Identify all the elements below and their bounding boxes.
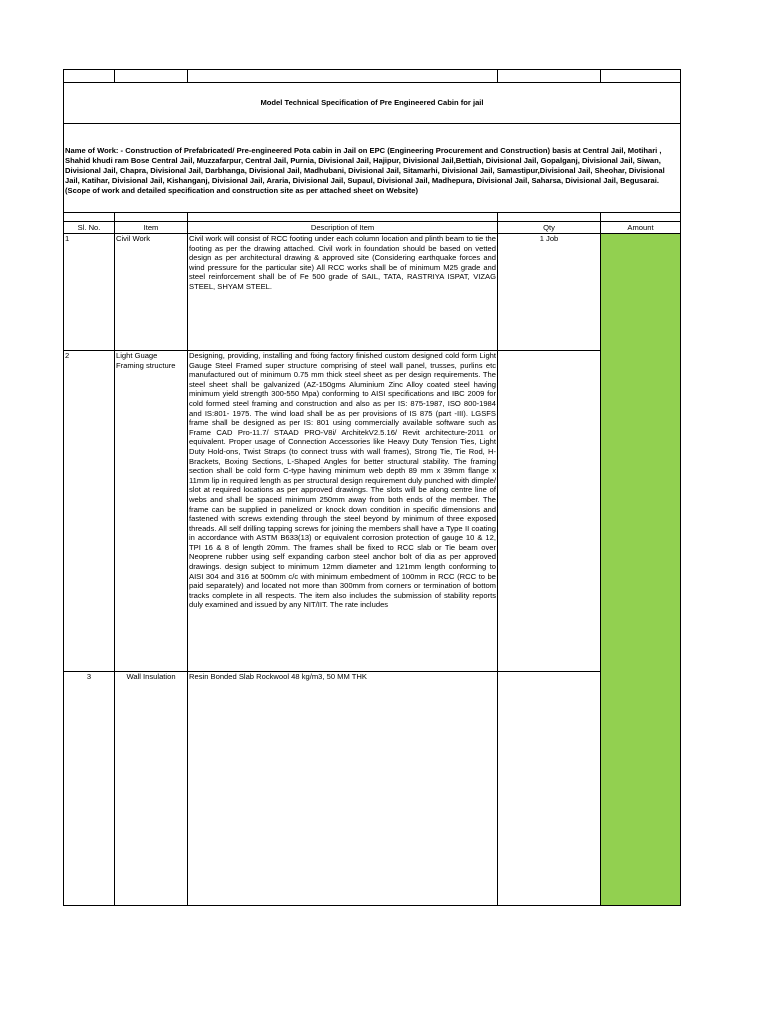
sl-no-cell[interactable]: 2 xyxy=(64,351,115,672)
qty-cell[interactable] xyxy=(498,672,601,906)
table-row xyxy=(64,351,681,672)
qty-cell[interactable] xyxy=(498,351,601,672)
spacer-row xyxy=(64,213,681,222)
cell[interactable] xyxy=(498,70,601,83)
cell[interactable] xyxy=(188,70,498,83)
description-cell[interactable]: Resin Bonded Slab Rockwool 48 kg/m3, 50 MM THK xyxy=(188,672,498,906)
blank-row xyxy=(64,70,681,83)
header-sl-no[interactable]: Sl. No. xyxy=(64,222,115,234)
item-cell[interactable]: Civil Work xyxy=(115,234,188,351)
cell[interactable] xyxy=(115,213,188,222)
cell[interactable] xyxy=(64,213,115,222)
cell[interactable] xyxy=(115,70,188,83)
description-cell[interactable]: Civil work will consist of RCC footing under each column location and plinth beam to tie the footing as per the drawing attached. Civil work in foundation should be based on vetted design as per architectural drawing & approved site (Considering earthquake forces and wind pressure for the particular site) All RCC works shall be of minimum M25 grade and steel reinforcement shall be of Fe 500 grade of SAIL, TATA, RASTRIYA ISPAT, VIZAG STEEL, SHYAM STEEL. xyxy=(188,234,498,351)
amount-cell[interactable] xyxy=(601,234,681,906)
item-cell[interactable]: Wall Insulation xyxy=(115,672,188,906)
title-row xyxy=(64,83,681,124)
item-cell[interactable]: Light Guage Framing structure xyxy=(115,351,188,672)
table-row xyxy=(64,672,681,906)
cell[interactable] xyxy=(188,213,498,222)
header-description[interactable]: Description of Item xyxy=(188,222,498,234)
qty-cell[interactable]: 1 Job xyxy=(498,234,601,351)
header-row xyxy=(64,222,681,234)
description-cell[interactable]: Designing, providing, installing and fixing factory finished custom designed cold form Light Gauge Steel Framed super structure comprising of steel wall panel, trusses, purlins etc manufactured out of minimum 0.75 mm thick steel sheet as per design requirements. The steel sheet shall be galvanized (AZ-150gms Aluminium Zinc Alloy coated steel having minimum yield strength 300-550 Mpa) conforming to AISI specifications and IBC 2009 for cold formed steel framing and construction and also as per IS: 875-1987, ISO 800-1984 and IS:801- 1975. The wind load shall be as per provisions of IS 875 (part -III). LGSFS frame shall be designed as per IS: 801 using commercially available software such as Frame CAD Pro-11.7/ STAAD PRO-V8i/ ArchitekV2.5.16/ Revit architecture-2011 or equivalent. Proper usage of Connection Accessories like Heavy Duty Tension Ties, Light Duty Hold-ons, Twist Straps (to connect truss with wall frames), Strong Tie, Tie Rod, H-Brackets, Boxing Sections, L-Shaped Angles for better structural stability. The framing section shall be cold form C-type having minimum web depth 89 mm x 39mm flange x 11mm lip in required length as per structural design requirement duly punched with dimple/ slot at required locations as per approved drawings. The slots will be along centre line of webs and shall be spaced minimum 250mm away from both ends of the member. The frame can be supplied in panelized or knock down condition in specific dimensions and fastened with screws extending through the steel beyond by minimum of three exposed threads. All self drilling tapping screws for joining the members shall have a Type II coating in accordance with ASTM B633(13) or equivalent corrosion protection of gauge 10 & 12, TPI 16 & 8 of length 20mm. The frames shall be fixed to RCC slab or Tie beam over Neoprene rubber using self expanding carbon steel anchor bolt of dia as per approved drawings. design subject to minimum 12mm diameter and 121mm length conforming to AISI 304 and 316 at 500mm c/c with minimum embedment of 100mm in RCC (RCC to be paid separately) and located not more than 300mm from corners or termination of bottom tracks complete in all respects. The item also includes the submission of stability reports duly examined and issued by any NIT/IIT. The rate includes xyxy=(188,351,498,672)
header-qty[interactable]: Qty xyxy=(498,222,601,234)
cell[interactable] xyxy=(601,213,681,222)
spreadsheet xyxy=(63,69,680,906)
header-item[interactable]: Item xyxy=(115,222,188,234)
table-row xyxy=(64,234,681,351)
cell[interactable] xyxy=(601,70,681,83)
name-of-work-row xyxy=(64,124,681,213)
header-amount[interactable]: Amount xyxy=(601,222,681,234)
sl-no-cell[interactable]: 3 xyxy=(64,672,115,906)
cell[interactable] xyxy=(498,213,601,222)
sl-no-cell[interactable]: 1 xyxy=(64,234,115,351)
name-of-work[interactable]: Name of Work: - Construction of Prefabricated/ Pre-engineered Pota cabin in Jail on EPC (Engineering Procurement and Construction) basis at Central Jail, Motihari , Shahid khudi ram Bose Central Jail, Muzzafarpur, Central Jail, Purnia, Divisional Jail, Hajipur, Divisional Jail,Bettiah, Divisional Jail, Gopalganj, Divisional Jail, Siwan, Divisional Jail, Chapra, Divisional Jail, Darbhanga, Divisional Jail, Madhubani, Divisional Jail, Sitamarhi, Divisional Jail, Samastipur,Divisional Jail, Sheohar, Divisional Jail, Katihar, Divisional Jail, Kishanganj, Divisional Jail, Araria, Divisional Jail, Supaul, Divisional Jail, Madhepura, Divisional Jail, Saharsa, Divisional Jail, Begusarai. (Scope of work and detailed specification and construction site as per attached sheet on Website) xyxy=(64,124,681,213)
specification-table xyxy=(63,69,681,906)
cell[interactable] xyxy=(64,70,115,83)
document-title[interactable]: Model Technical Specification of Pre Engineered Cabin for jail xyxy=(64,83,681,124)
